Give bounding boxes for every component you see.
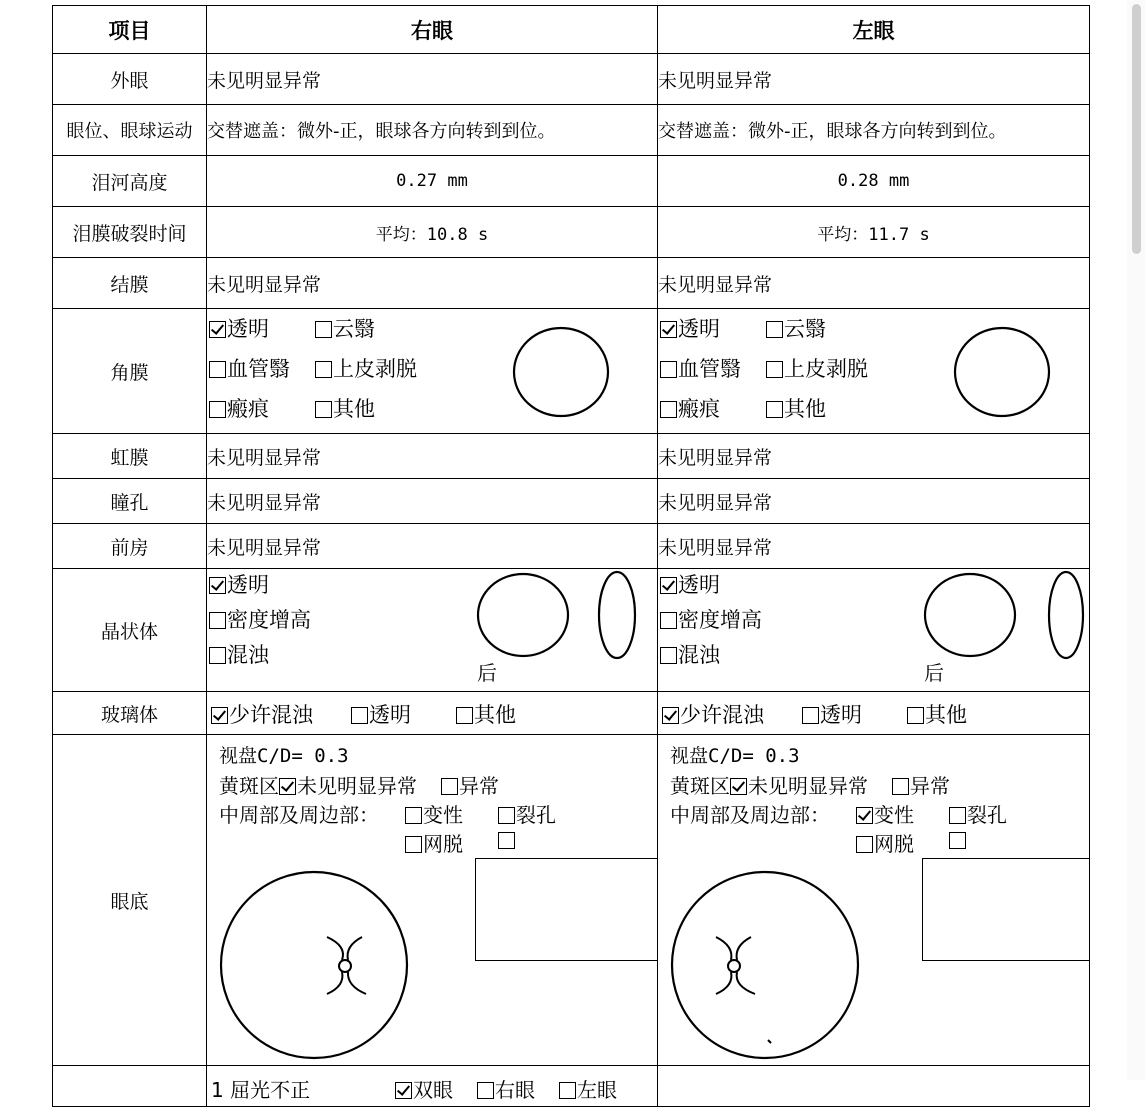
right-vitreous-opt-2[interactable]	[456, 699, 516, 729]
right-lens-opt-1[interactable]	[209, 604, 311, 634]
left-lens-diagram	[924, 572, 1088, 662]
checkbox[interactable]	[209, 401, 226, 418]
checkbox[interactable]	[660, 401, 677, 418]
option-label: 密度增高	[227, 608, 311, 632]
right-lens-opt-2[interactable]	[209, 639, 269, 669]
checkbox[interactable]	[730, 778, 747, 795]
left-macula-opt-1[interactable]	[892, 774, 950, 798]
right-fundus-note-box	[475, 858, 658, 961]
checkbox[interactable]	[660, 647, 677, 664]
checkbox[interactable]	[477, 1082, 494, 1099]
label-conjunctiva: 结膜	[53, 258, 207, 309]
option-label: 透明	[820, 703, 862, 727]
checkbox[interactable]	[856, 836, 873, 853]
left-conjunctiva: 未见明显异常	[658, 258, 1090, 309]
left-macula-opt-0[interactable]	[730, 774, 868, 798]
checkbox[interactable]	[660, 612, 677, 629]
option-label: 左眼	[577, 1078, 617, 1102]
left-next-partial	[658, 1066, 1090, 1107]
checkbox[interactable]	[315, 361, 332, 378]
row-anterior-chamber	[53, 524, 1090, 569]
checkbox[interactable]	[498, 807, 515, 824]
left-cornea-opt-3[interactable]	[766, 353, 868, 383]
right-lens-back-label: 后	[477, 661, 497, 685]
right-tear-breakup: 平均：10.8 s	[207, 207, 658, 258]
left-cornea-diagram	[954, 325, 1054, 419]
eye-exam-table	[52, 5, 1090, 1107]
left-macula-line	[670, 770, 950, 799]
option-label: 变性	[423, 803, 463, 827]
option-label: 密度增高	[678, 608, 762, 632]
right-macula-opt-1[interactable]	[441, 774, 499, 798]
header-row	[53, 6, 1090, 54]
right-tear-meniscus: 0.27 mm	[207, 156, 658, 207]
row-lens	[53, 569, 1090, 692]
header-right-eye: 右眼	[207, 6, 658, 54]
checkbox[interactable]	[766, 321, 783, 338]
left-fundus-diagram	[670, 870, 862, 1062]
left-lens-opt-0[interactable]	[660, 569, 720, 599]
checkbox[interactable]	[279, 778, 296, 795]
right-cornea	[207, 309, 658, 434]
next-opt-2[interactable]	[559, 1074, 617, 1103]
left-cornea-opt-1[interactable]	[766, 313, 826, 343]
right-periphery-opt-2[interactable]	[405, 828, 463, 857]
left-cornea-opt-0[interactable]	[660, 313, 720, 343]
option-label: 裂孔	[967, 803, 1007, 827]
right-periphery-opt-1[interactable]	[498, 799, 556, 828]
left-lens-opt-2[interactable]	[660, 639, 720, 669]
label-tear-breakup: 泪膜破裂时间	[53, 207, 207, 258]
row-conjunctiva	[53, 258, 1090, 309]
option-label: 云翳	[333, 317, 375, 341]
option-label: 透明	[678, 573, 720, 597]
option-label: 未见明显异常	[748, 774, 868, 798]
checkbox[interactable]	[209, 647, 226, 664]
scrollbar-thumb[interactable]	[1132, 4, 1141, 254]
option-label: 网脱	[423, 832, 463, 856]
left-tear-breakup: 平均：11.7 s	[658, 207, 1090, 258]
option-label: 血管翳	[227, 357, 290, 381]
right-vitreous	[207, 692, 658, 735]
row-iris	[53, 434, 1090, 479]
label-eye-position: 眼位、眼球运动	[53, 105, 207, 156]
right-fundus-diagram	[219, 870, 411, 1062]
left-iris: 未见明显异常	[658, 434, 1090, 479]
label-pupil: 瞳孔	[53, 479, 207, 524]
left-outer-eye: 未见明显异常	[658, 54, 1090, 105]
checkbox[interactable]	[456, 707, 473, 724]
right-lens-diagram	[477, 572, 647, 662]
option-label: 异常	[910, 774, 950, 798]
checkbox[interactable]	[209, 321, 226, 338]
right-outer-eye: 未见明显异常	[207, 54, 658, 105]
right-iris: 未见明显异常	[207, 434, 658, 479]
checkbox[interactable]	[907, 707, 924, 724]
row-tear-breakup	[53, 207, 1090, 258]
right-cornea-opt-2[interactable]	[209, 353, 290, 383]
next-opt-0[interactable]	[395, 1074, 453, 1103]
option-label: 其他	[333, 397, 375, 421]
right-pupil: 未见明显异常	[207, 479, 658, 524]
option-label: 裂孔	[516, 803, 556, 827]
checkbox[interactable]	[802, 707, 819, 724]
option-label: 上皮剥脱	[784, 357, 868, 381]
checkbox[interactable]	[766, 361, 783, 378]
right-lens	[207, 569, 658, 692]
left-pupil: 未见明显异常	[658, 479, 1090, 524]
option-label: 瘢痕	[227, 397, 269, 421]
option-label: 云翳	[784, 317, 826, 341]
left-periphery-opt-3[interactable]	[949, 828, 967, 852]
left-anterior-chamber: 未见明显异常	[658, 524, 1090, 569]
row-fundus	[53, 735, 1090, 1066]
left-cornea-opt-4[interactable]	[660, 393, 720, 423]
right-vitreous-opt-0[interactable]	[211, 699, 313, 729]
left-cornea-opt-2[interactable]	[660, 353, 741, 383]
option-label: 其他	[474, 703, 516, 727]
right-anterior-chamber: 未见明显异常	[207, 524, 658, 569]
left-fundus	[658, 735, 1090, 1066]
right-next-partial	[207, 1066, 658, 1107]
right-cornea-opt-0[interactable]	[209, 313, 269, 343]
row-outer-eye	[53, 54, 1090, 105]
option-label: 透明	[227, 317, 269, 341]
right-lens-opt-0[interactable]	[209, 569, 269, 599]
left-vitreous-opt-2[interactable]	[907, 699, 967, 729]
left-periphery-opt-1[interactable]	[949, 799, 1007, 828]
right-cornea-opt-5[interactable]	[315, 393, 375, 423]
checkbox[interactable]	[315, 321, 332, 338]
checkbox[interactable]	[660, 577, 677, 594]
option-label: 透明	[678, 317, 720, 341]
label-vitreous: 玻璃体	[53, 692, 207, 735]
checkbox[interactable]	[395, 1082, 412, 1099]
label-lens: 晶状体	[53, 569, 207, 692]
left-tear-meniscus: 0.28 mm	[658, 156, 1090, 207]
option-label: 透明	[369, 703, 411, 727]
left-lens	[658, 569, 1090, 692]
right-macula-opt-0[interactable]	[279, 774, 417, 798]
left-vitreous	[658, 692, 1090, 735]
left-cornea-opt-5[interactable]	[766, 393, 826, 423]
right-macula-line	[219, 770, 499, 799]
checkbox[interactable]	[441, 778, 458, 795]
right-periphery-opt-3[interactable]	[498, 828, 516, 852]
right-cornea-diagram	[513, 325, 613, 419]
right-periphery-label: 中周部及周边部：	[219, 803, 379, 827]
label-iris: 虹膜	[53, 434, 207, 479]
checkbox[interactable]	[766, 401, 783, 418]
label-fundus: 眼底	[53, 735, 207, 1066]
checkbox[interactable]	[949, 832, 966, 849]
label-next-partial	[53, 1066, 207, 1107]
option-label: 右眼	[495, 1078, 535, 1102]
checkbox[interactable]	[209, 361, 226, 378]
checkbox[interactable]	[660, 361, 677, 378]
right-cornea-opt-4[interactable]	[209, 393, 269, 423]
checkbox[interactable]	[315, 401, 332, 418]
left-cd-ratio: 视盘C/D= 0.3	[670, 745, 800, 767]
checkbox[interactable]	[351, 707, 368, 724]
checkbox[interactable]	[209, 577, 226, 594]
checkbox[interactable]	[856, 807, 873, 824]
left-lens-opt-1[interactable]	[660, 604, 762, 634]
macula-label: 黄斑区	[670, 774, 730, 798]
option-label: 未见明显异常	[297, 774, 417, 798]
row-eye-position	[53, 105, 1090, 156]
label-cornea: 角膜	[53, 309, 207, 434]
checkbox[interactable]	[211, 707, 228, 724]
row-next-partial	[53, 1066, 1090, 1107]
left-periphery-opt-0[interactable]	[856, 799, 914, 828]
row-vitreous	[53, 692, 1090, 735]
right-cd-ratio: 视盘C/D= 0.3	[219, 745, 349, 767]
option-label: 双眼	[413, 1078, 453, 1102]
left-fundus-note-box	[922, 858, 1090, 961]
row-cornea	[53, 309, 1090, 434]
option-label: 其他	[925, 703, 967, 727]
checkbox[interactable]	[498, 832, 515, 849]
option-label: 其他	[784, 397, 826, 421]
header-item: 项目	[53, 6, 207, 54]
label-anterior-chamber: 前房	[53, 524, 207, 569]
right-eye-position: 交替遮盖：微外-正，眼球各方向转到到位。	[207, 105, 658, 156]
checkbox[interactable]	[892, 778, 909, 795]
option-label: 瘢痕	[678, 397, 720, 421]
checkbox[interactable]	[949, 807, 966, 824]
option-label: 少许混浊	[229, 703, 313, 727]
option-label: 少许混浊	[680, 703, 764, 727]
checkbox[interactable]	[662, 707, 679, 724]
right-cornea-opt-3[interactable]	[315, 353, 417, 383]
checkbox[interactable]	[405, 807, 422, 824]
right-periphery-opt-0[interactable]	[405, 799, 463, 828]
left-eye-position: 交替遮盖：微外-正，眼球各方向转到到位。	[658, 105, 1090, 156]
option-label: 上皮剥脱	[333, 357, 417, 381]
checkbox[interactable]	[209, 612, 226, 629]
option-label: 透明	[227, 573, 269, 597]
label-tear-meniscus: 泪河高度	[53, 156, 207, 207]
header-left-eye: 左眼	[658, 6, 1090, 54]
right-conjunctiva: 未见明显异常	[207, 258, 658, 309]
label-outer-eye: 外眼	[53, 54, 207, 105]
left-periphery-label: 中周部及周边部：	[670, 803, 830, 827]
left-vitreous-opt-0[interactable]	[662, 699, 764, 729]
macula-label: 黄斑区	[219, 774, 279, 798]
checkbox[interactable]	[405, 836, 422, 853]
next-opt-1[interactable]	[477, 1074, 535, 1103]
option-label: 网脱	[874, 832, 914, 856]
row-pupil	[53, 479, 1090, 524]
option-label: 混浊	[227, 643, 269, 667]
left-periphery-opt-2[interactable]	[856, 828, 914, 857]
left-cornea	[658, 309, 1090, 434]
option-label: 变性	[874, 803, 914, 827]
next-partial-text: 1 屈光不正	[211, 1078, 311, 1102]
row-tear-meniscus	[53, 156, 1090, 207]
option-label: 异常	[459, 774, 499, 798]
vertical-scrollbar[interactable]	[1127, 0, 1145, 1080]
checkbox[interactable]	[660, 321, 677, 338]
right-cornea-opt-1[interactable]	[315, 313, 375, 343]
right-fundus	[207, 735, 658, 1066]
option-label: 混浊	[678, 643, 720, 667]
left-lens-back-label: 后	[924, 661, 944, 685]
left-vitreous-opt-1[interactable]	[802, 699, 862, 729]
right-vitreous-opt-1[interactable]	[351, 699, 411, 729]
option-label: 血管翳	[678, 357, 741, 381]
checkbox[interactable]	[559, 1082, 576, 1099]
